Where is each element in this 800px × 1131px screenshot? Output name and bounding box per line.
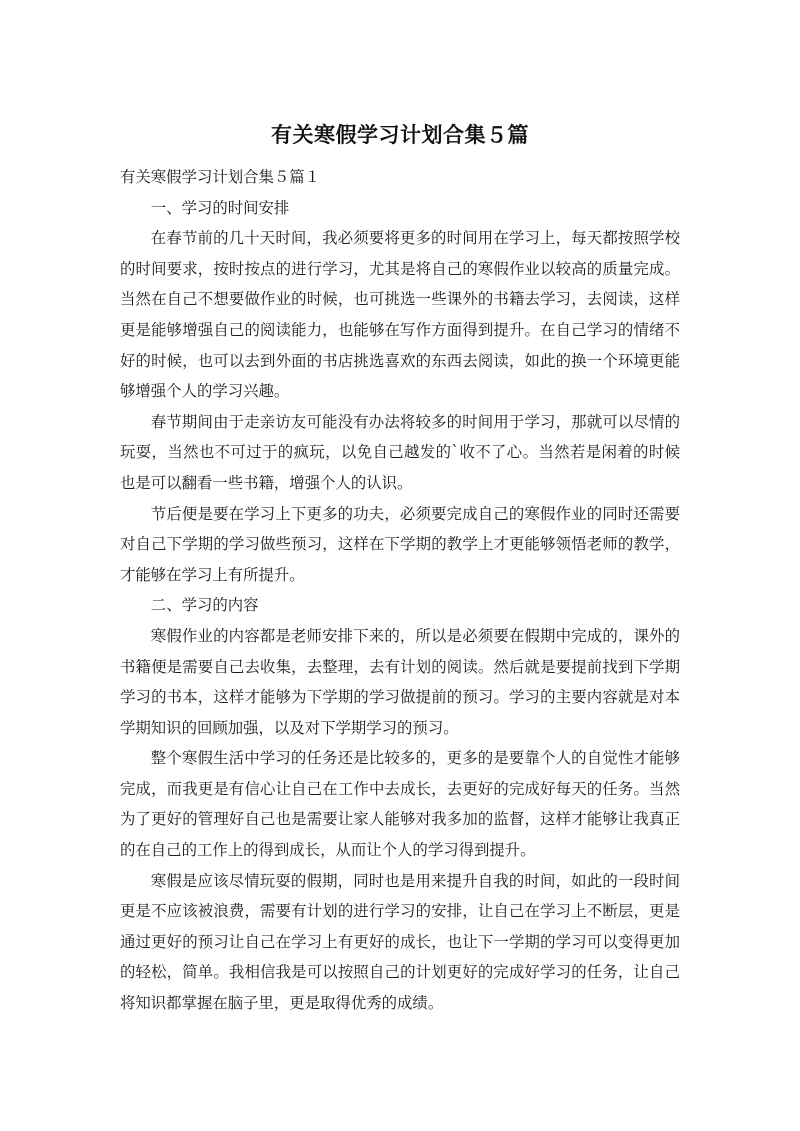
document-title: 有关寒假学习计划合集５篇 <box>271 123 529 147</box>
body-paragraph: 节后便是要在学习上下更多的功夫，必须要完成自己的寒假作业的同时还需要对自己下学期的学习做些预习，这样在下学期的教学上才更能够领悟老师的教学，才能够在学习上有所提升。 <box>120 504 680 584</box>
document-subtitle: 有关寒假学习计划合集５篇１ <box>120 168 321 186</box>
body-paragraph: 在春节前的几十天时间，我必须要将更多的时间用在学习上，每天都按照学校的时间要求，按时按点的进行学习，尤其是将自己的寒假作业以较高的质量完成。当然在自己不想要做作业的时候，也可挑选一些课外的书籍去学习，去阅读，这样更是能够增强自己的阅读能力，也能够在写作方面得到提升。在自己学习的情绪不好的时候，也可以去到外面的书店挑选喜欢的东西去阅读，如此的换一个环境更能够增强个人的学习兴趣。 <box>120 229 680 401</box>
document-body <box>120 162 680 1019</box>
body-paragraph: 整个寒假生活中学习的任务还是比较多的，更多的是要靠个人的自觉性才能够完成，而我更是有信心让自己在工作中去成长，去更好的完成好每天的任务。当然为了更好的管理好自己也是需要让家人能够对我多加的监督，这样才能够让我真正的在自己的工作上的得到成长，从而让个人的学习得到提升。 <box>120 749 680 860</box>
body-paragraph: 春节期间由于走亲访友可能没有办法将较多的时间用于学习，那就可以尽情的玩耍，当然也不可过于的疯玩，以免自己越发的`收不了心。当然若是闲着的时候也是可以翻看一些书籍，增强个人的认识。 <box>120 412 680 492</box>
section-heading: 一、学习的时间安排 <box>150 198 290 217</box>
body-paragraph: 寒假作业的内容都是老师安排下来的，所以是必须要在假期中完成的，课外的书籍便是需要自己去收集，去整理，去有计划的阅读。然后就是要提前找到下学期学习的书本，这样才能够为下学期的学习做提前的预习。学习的主要内容就是对本学期知识的回顾加强，以及对下学期学习的预习。 <box>120 626 680 737</box>
body-paragraph: 寒假是应该尽情玩耍的假期，同时也是用来提升自我的时间，如此的一段时间更是不应该被浪费，需要有计划的进行学习的安排，让自己在学习上不断层，更是通过更好的预习让自己在学习上有更好的成长，也让下一学期的学习可以变得更加的轻松，简单。我相信我是可以按照自己的计划更好的完成好学习的任务，让自己将知识都掌握在脑子里，更是取得优秀的成绩。 <box>120 871 680 1013</box>
section-heading: 二、学习的内容 <box>150 596 259 615</box>
